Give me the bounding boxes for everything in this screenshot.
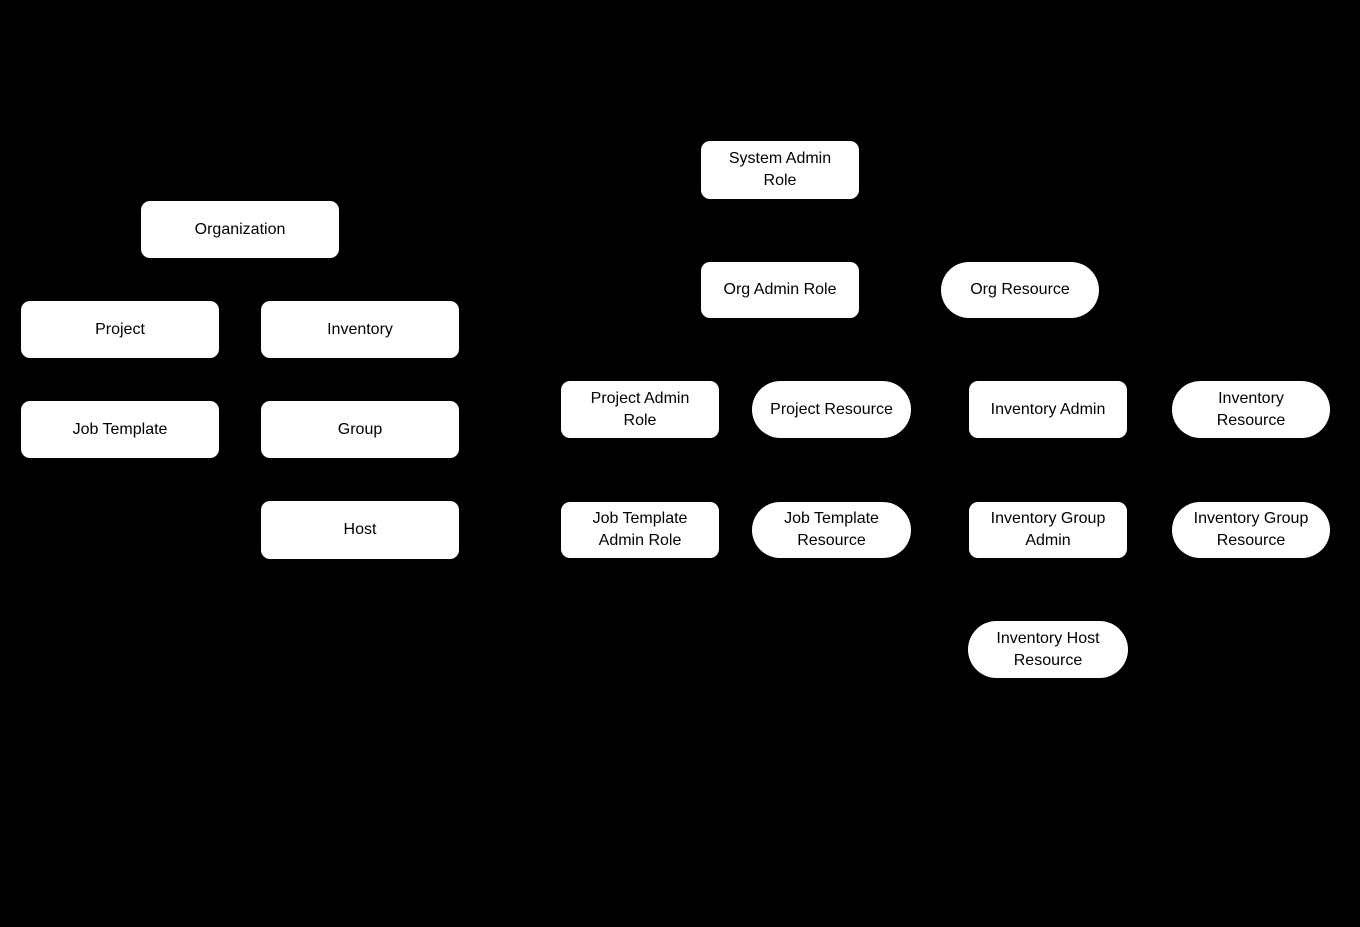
node-label: Inventory Host bbox=[996, 629, 1100, 647]
node-job-template bbox=[21, 401, 219, 458]
node-label: Resource bbox=[797, 532, 866, 549]
node-project-admin-role bbox=[561, 381, 719, 438]
node-job-template-admin-role bbox=[561, 502, 719, 558]
node-job-template-resource bbox=[752, 502, 911, 558]
node-inventory-host-resource bbox=[968, 621, 1128, 678]
node-org-resource bbox=[941, 262, 1099, 318]
node-system-admin-role bbox=[701, 141, 859, 199]
node-label: Inventory Group bbox=[990, 510, 1106, 527]
node-organization bbox=[141, 201, 339, 258]
node-inventory-group-resource bbox=[1172, 502, 1330, 558]
node-project bbox=[21, 301, 219, 358]
node-label: Org Resource bbox=[970, 281, 1070, 298]
node-label: Organization bbox=[194, 220, 286, 238]
node-inventory-resource bbox=[1172, 381, 1330, 438]
node-label: Resource bbox=[1216, 411, 1286, 429]
node-label: Inventory bbox=[1218, 389, 1284, 407]
node-label: Inventory Admin bbox=[990, 400, 1106, 418]
node-label: Host bbox=[343, 521, 377, 538]
node-project-resource bbox=[752, 381, 911, 438]
node-label: Inventory Group bbox=[1193, 510, 1309, 527]
node-host bbox=[261, 501, 459, 559]
node-label: Resource bbox=[1216, 532, 1286, 549]
node-label: Project bbox=[95, 320, 145, 338]
node-label: Job Template bbox=[72, 420, 168, 438]
node-label: Project Resource bbox=[770, 400, 893, 418]
node-group bbox=[261, 401, 459, 458]
node-org-admin-role bbox=[701, 262, 859, 318]
node-label: Group bbox=[337, 420, 383, 438]
node-label: Org Admin Role bbox=[723, 281, 837, 298]
node-inventory-group-admin bbox=[969, 502, 1127, 558]
node-label: Project Admin bbox=[590, 389, 690, 407]
node-label: Inventory bbox=[327, 320, 393, 338]
node-label: Resource bbox=[1013, 651, 1083, 669]
node-label: System Admin bbox=[728, 150, 832, 167]
node-inventory-admin bbox=[969, 381, 1127, 438]
node-label: Role bbox=[623, 411, 657, 429]
node-label: Role bbox=[763, 172, 797, 189]
node-label: Admin bbox=[1025, 532, 1071, 549]
node-label: Job Template bbox=[592, 510, 688, 527]
node-label: Job Template bbox=[784, 510, 879, 527]
node-inventory bbox=[261, 301, 459, 358]
node-label: Admin Role bbox=[598, 532, 682, 549]
